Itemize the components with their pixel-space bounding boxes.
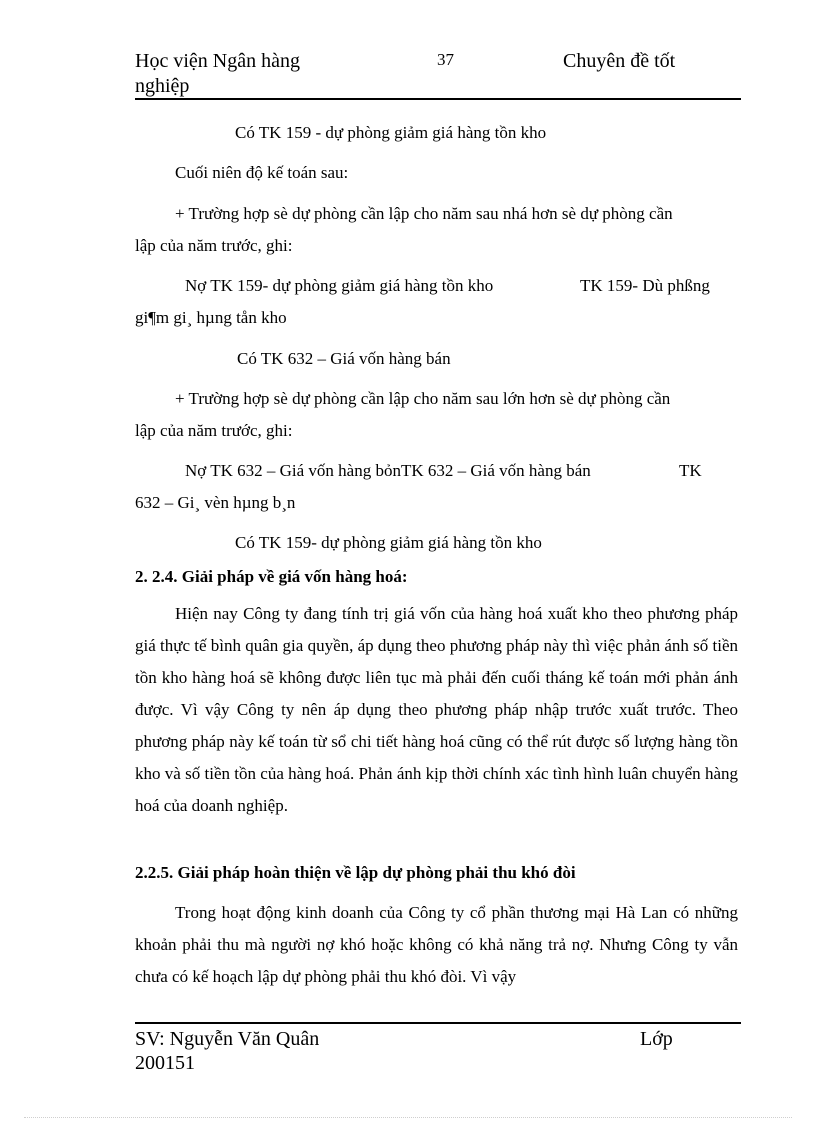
line-credit-159-second: Có TK 159- dự phòng giảm giá hàng tồn kho (235, 533, 542, 552)
line-credit-159: Có TK 159 - dự phòng giảm giá hàng tồn kho (235, 123, 547, 142)
line-case-larger: + Trường hợp sè dự phòng cần lập cho năm sau lớn hơn sè dự phòng cần (175, 389, 671, 408)
paragraph-2-2-5-text: Trong hoạt động kinh doanh của Công ty cổ phần thương mại Hà Lan có những khoản phải thu mà người nợ khó hoặc không có khả năng trả nợ. Nhưng Công ty vẫn chưa có kế hoạch lập dự phòng phải thu khó đòi. Vì vậy (135, 903, 738, 986)
line-case-smaller: + Trường hợp sè dự phòng cần lập cho năm sau nhá hơn sè dự phòng cần (175, 204, 673, 223)
line-record-1: lập của năm trước, ghi: (135, 236, 293, 255)
header-title: Chuyên đề tốt (563, 50, 676, 72)
paragraph-2-2-4-text: Hiện nay Công ty đang tính trị giá vốn của hàng hoá xuất kho theo phương pháp giá thực tế bình quân gia quyền, áp dụng theo phương pháp này thì việc phản ánh số tiền tồn kho hàng hoá sẽ không được liên tục mà phải đến cuối tháng kế toán mới phản ánh được. Vì vậy Công ty nên áp dụng theo phương pháp nhập trước xuất trước. Theo phương pháp này kế toán từ sổ chi tiết hàng hoá cũng có thể rút được số lượng hàng tồn kho và số tiền tồn của hàng hoá. Phản ánh kịp thời chính xác tình hình luân chuyển hàng hoá của doanh nghiệp. (135, 604, 738, 815)
header-rule (135, 98, 741, 100)
line-record-2: lập của năm trước, ghi: (135, 421, 293, 440)
line-garbled-account-632: 632 – Gi¸ vèn hµng b¸n (135, 493, 296, 512)
footer-class: Lớp (640, 1028, 673, 1050)
paragraph-2-2-4 (135, 598, 738, 822)
line-end-of-period: Cuối niên độ kế toán sau: (175, 163, 349, 182)
line-debit-632: Nợ TK 632 – Giá vốn hàng bỏnTK 632 – Giá vốn hàng bán (185, 461, 591, 480)
footer-student: SV: Nguyễn Văn Quân (135, 1028, 320, 1050)
page-bottom-dotted-edge (24, 1117, 792, 1118)
footer-rule (135, 1022, 741, 1024)
line-garbled-account-159: TK 159- Dù phßng (580, 276, 710, 295)
heading-2-2-4: 2. 2.4. Giải pháp về giá vốn hàng hoá: (135, 567, 408, 586)
header-school-continued: nghiệp (135, 75, 190, 97)
heading-2-2-5: 2.2.5. Giải pháp hoàn thiện về lập dự phòng phải thu khó đòi (135, 863, 576, 882)
line-garbled-account-159-cont: gi¶m gi¸ hµng tån kho (135, 308, 287, 327)
line-tk-label: TK (679, 461, 702, 480)
line-debit-159: Nợ TK 159- dự phòng giảm giá hàng tồn kho (185, 276, 494, 295)
line-credit-632: Có TK 632 – Giá vốn hàng bán (237, 349, 451, 368)
paragraph-2-2-5 (135, 897, 738, 993)
page-number: 37 (437, 50, 454, 69)
header-school: Học viện Ngân hàng (135, 50, 300, 72)
footer-student-id: 200151 (135, 1052, 195, 1074)
